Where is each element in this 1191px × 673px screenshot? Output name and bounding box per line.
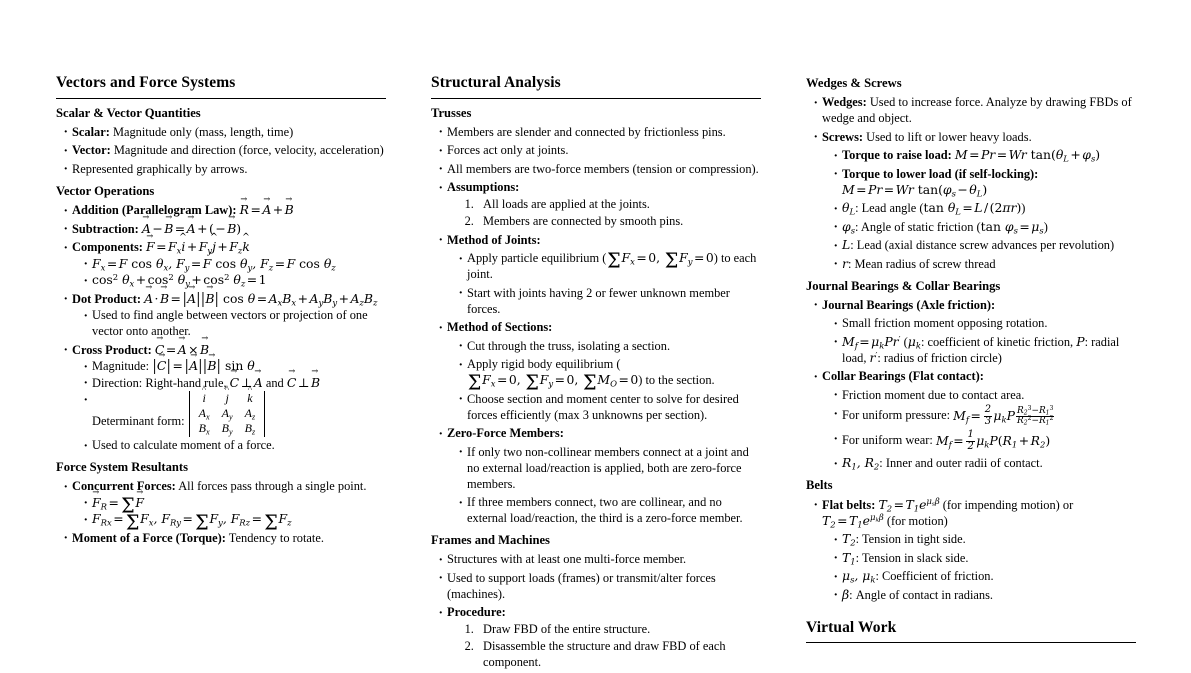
list-item-determinant-note: · Used to calculate moment of a force. [83, 437, 386, 453]
symbol-r: r [842, 255, 848, 271]
label-concurrent-forces: Concurrent Forces: [72, 479, 176, 494]
heading-journal-collar-bearings: Journal Bearings & Collar Bearings [806, 278, 1001, 293]
list-item-assumption-1: 1. All loads are applied at the joints. [477, 196, 761, 212]
list-item-direction-cosines-components [83, 256, 386, 272]
list-force-system-resultants [63, 478, 386, 546]
list-item-frames-multi-force: · Structures with at least one multi-force member. [438, 551, 761, 567]
symbol-P: P [1076, 333, 1085, 349]
list-item-cross-direction [83, 375, 386, 391]
list-item-radii [833, 455, 1136, 471]
label-method-of-sections: Method of Sections: [447, 320, 553, 335]
list-item-procedure-1: 1. Draw FBD of the entire structure. [477, 621, 761, 637]
text-wedges: Used to increase force. Analyze by drawing FBDs of wedge and object. [822, 95, 1132, 126]
symbol-theta-lead: $\theta_L$ [842, 200, 856, 217]
list-belts [813, 497, 1136, 603]
list-scalar-vector [63, 124, 386, 177]
list-item-moment-of-force [63, 530, 386, 546]
list-journal-details [833, 315, 1136, 366]
list-item-frames-purpose: · Used to support loads (frames) or transmit/alter forces (machines). [438, 570, 761, 602]
text-sections-apply-pre: Apply rigid body equilibrium ( [467, 357, 621, 372]
list-vector-operations [63, 202, 386, 453]
text-static-angle-close: ) [1043, 219, 1048, 234]
heading-force-system-resultants: Force System Resultants [56, 460, 188, 475]
text-journal-note-open: ( [903, 334, 908, 349]
label-components: Components: [72, 240, 143, 255]
formula-uniform-wear: $M_f=$ $\frac{1}{2}$ $\mu_kP(R_1+R_2)$ [935, 429, 1051, 453]
list-item-static-friction-angle [833, 219, 1136, 235]
text-direction-and: and [265, 375, 284, 390]
list-item-sections-cut: · Cut through the truss, isolating a section. [458, 338, 761, 354]
label-moment-of-force: Moment of a Force (Torque): [72, 530, 226, 545]
text-journal-note-1: : coefficient of kinetic friction, [920, 334, 1077, 349]
list-item-procedure-2: 2. Disassemble the structure and draw FBD of each component. [477, 638, 761, 670]
label-magnitude: Magnitude: [92, 359, 150, 374]
text-screws: Used to lift or lower heavy loads. [863, 129, 1032, 144]
label-screws: Screws: [822, 129, 864, 144]
list-item-torque-lower [833, 166, 1136, 198]
list-item-sections-apply-equilibrium [458, 356, 761, 396]
page-title-virtual-work: Virtual Work [806, 619, 1136, 644]
list-cross-product-details [83, 358, 386, 453]
label-method-of-joints: Method of Joints: [447, 232, 541, 247]
text-radius-r: : Mean radius of screw thread [847, 256, 996, 271]
list-item-beta [833, 587, 1136, 603]
text-lead-angle: : Lead angle ( [855, 201, 924, 216]
list-item-joints-apply-equilibrium [458, 250, 761, 282]
heading-belts: Belts [806, 478, 833, 493]
label-journal-bearings: Journal Bearings (Axle friction): [822, 297, 996, 312]
column-friction-applications [806, 74, 1136, 647]
list-item-sections-choose: · Choose section and moment center to solve for desired forces efficiently (max 3 unknowns per section). [458, 391, 761, 423]
label-subtraction: Subtraction: [72, 221, 139, 236]
text-mu: : Coefficient of friction. [875, 569, 994, 584]
label-flat-belts: Flat belts: [822, 497, 876, 512]
label-wedges: Wedges: [822, 95, 867, 110]
label-determinant: Determinant form: [92, 414, 185, 429]
list-item-journal-small-moment: · Small friction moment opposing rotation. [833, 315, 1136, 331]
symbol-beta: β [842, 586, 850, 602]
formula-perp-b: C →⊥B → [287, 375, 320, 390]
text-concurrent-forces: All forces pass through a single point. [175, 479, 367, 494]
formula-uniform-pressure: $M_f=$ $\frac{2}{3}$ $\mu_kP$ $\frac{R_2^3-R_1^3}{R_2^2-R_1^2}$ [953, 404, 1054, 428]
formula-torque-lower: M=Pr=Wr $\tan(\varphi_s-\theta_L)$ [842, 181, 988, 199]
label-uniform-pressure: For uniform pressure: [842, 408, 951, 423]
formula-particle-equilibrium: $\Sigma F_x=0$, $\Sigma F_y=0$ [607, 248, 714, 274]
list-item-wedges [813, 94, 1136, 126]
formula-cross-product: C →=A →×B → [155, 342, 209, 357]
formula-torque-raise: M=Pr=Wr $\tan(\theta_L+\varphi_s)$ [954, 147, 1101, 164]
list-screw-formulas [833, 147, 1136, 272]
list-bearings [813, 297, 1136, 471]
formula-components: $F \to=F_xi$ $\^{}+F_yj$ $\^{}+F_zk$ ^ [146, 239, 250, 254]
page-title-structural-analysis: Structural Analysis [431, 74, 761, 99]
text-scalar: Magnitude only (mass, length, time) [109, 124, 294, 139]
list-item-screws [813, 129, 1136, 272]
formula-lead-angle: $\tan \theta_L=L/(2\pi r)$ [923, 200, 1022, 217]
list-item-zero-force-rule-1: · If only two non-collinear members connect at a joint and no external load/reaction is applied, both are zero-force members. [458, 444, 761, 492]
list-item-lead-angle [833, 200, 1136, 216]
list-item-mu [833, 568, 1136, 584]
matrix-row-a: $A_x$ $A_y$ $A_z$ [198, 406, 256, 422]
symbol-t1: $T_1$ [842, 549, 856, 566]
list-dot-product-note [83, 307, 386, 339]
text-t1: : Tension in slack side. [855, 550, 969, 565]
heading-vector-operations: Vector Operations [56, 183, 155, 198]
list-item-collar-bearings [813, 368, 1136, 471]
list-resultant-formulas [83, 493, 386, 535]
heading-frames-and-machines: Frames and Machines [431, 533, 550, 548]
list-item-truss-members-slender: · Members are slender and connected by frictionless pins. [438, 124, 761, 140]
symbol-mu-s-k: $\mu_s$, $\mu_k$ [842, 568, 876, 585]
matrix-row-b: $B_x$ $B_y$ $B_z$ [198, 421, 256, 437]
symbol-phi-static: $\varphi_s$ [842, 218, 856, 236]
label-direction: Direction: Right-hand rule, [92, 375, 227, 390]
list-zero-force-rules [458, 444, 761, 527]
text-beta: : Angle of contact in radians. [849, 587, 993, 602]
symbol-t2: $T_2$ [842, 531, 856, 548]
list-item-addition [63, 202, 386, 218]
label-assumptions: Assumptions: [447, 180, 520, 195]
list-belt-symbols [833, 531, 1136, 603]
column-vectors-and-force-systems [56, 74, 386, 548]
list-collar-details [833, 387, 1136, 471]
label-scalar: Scalar: [72, 124, 110, 139]
label-addition: Addition (Parallelogram Law): [72, 203, 237, 218]
list-item-t1 [833, 550, 1136, 566]
label-cross-product: Cross Product: [72, 342, 152, 357]
list-item-zero-force-members [438, 425, 761, 526]
text-lead-angle-close: ) [1021, 201, 1026, 216]
list-item-scalar [63, 124, 386, 140]
label-zero-force-members: Zero-Force Members: [447, 426, 564, 441]
list-item-vector [63, 142, 386, 158]
list-component-formulas [83, 256, 386, 289]
list-item-determinant [83, 391, 386, 436]
list-item-uniform-wear [833, 430, 1136, 452]
formula-fx-fy-fz: $F_x=F$ $\cos \theta_x$, $F_y=F$ $\cos \theta_y$, $F_z=F$ $\cos \theta_z$ [92, 255, 336, 272]
text-flat-impending: (for impending motion) or [939, 497, 1074, 512]
list-item-truss-assumptions [438, 179, 761, 229]
formula-resultant-vector: $F \to_R= \Sigma F$ → [92, 495, 144, 510]
list-wedges-and-screws [813, 94, 1136, 272]
heading-trusses: Trusses [431, 105, 472, 120]
three-column-layout [56, 74, 1136, 673]
heading-wedges-and-screws: Wedges & Screws [806, 76, 902, 90]
formula-addition: R →=A →+B → [240, 202, 294, 217]
symbol-radii: $R_1$, $R_2$ [842, 455, 880, 472]
list-item-method-of-sections [438, 319, 761, 423]
list-item-subtraction [63, 221, 386, 237]
list-item-uniform-pressure [833, 405, 1136, 427]
formula-resultant-components: $F_{Rx}= \Sigma F_x$, $F_{Ry}= \Sigma F_y$, $F_{Rz}= \Sigma F_z$ [92, 509, 292, 535]
text-journal-note-3: : radius of friction circle) [877, 350, 1002, 365]
text-lead-L: : Lead (axial distance screw advances per revolution) [850, 238, 1115, 253]
list-item-joints-start: · Start with joints having 2 or fewer unknown member forces. [458, 285, 761, 317]
formula-flat-belt-impending: $T_2=T_1e^{\mu_s\beta}$ [878, 496, 940, 513]
label-dot-product: Dot Product: [72, 291, 141, 306]
text-static-angle: : Angle of static friction ( [855, 219, 981, 234]
list-item-t2 [833, 531, 1136, 547]
list-method-of-joints-steps [458, 250, 761, 317]
heading-scalar-vector-quantities: Scalar & Vector Quantities [56, 105, 201, 120]
list-item-method-of-joints [438, 232, 761, 317]
formula-static-angle: $\tan \varphi_s=\mu_s$ [980, 218, 1044, 236]
list-item-resultant-vector [83, 493, 386, 519]
list-item-frames-procedure [438, 604, 761, 670]
formula-cos-identity: $\cos^2 \theta_x+\cos^2$ $\theta_y+\cos^2$ $\theta_z=1$ [92, 272, 267, 289]
list-item-assumption-2: 2. Members are connected by smooth pins. [477, 213, 761, 229]
list-item-components [63, 239, 386, 288]
list-item-resultant-components [83, 509, 386, 535]
text-flat-motion: (for motion) [883, 513, 948, 528]
formula-subtraction: A →−B →=A →+(−B →) [142, 221, 241, 236]
list-procedure-steps [447, 621, 761, 670]
list-item-journal-formula [833, 334, 1136, 366]
list-item-graphical: · Represented graphically by arrows. [63, 161, 386, 177]
text-vector: Magnitude and direction (force, velocity, acceleration) [110, 143, 384, 158]
symbol-mu-k: $\mu_k$ [907, 333, 921, 351]
text-journal-note-2: : radial load, [842, 334, 1120, 365]
list-item-journal-bearings [813, 297, 1136, 366]
matrix-determinant [189, 391, 265, 436]
text-radii: : Inner and outer radii of contact. [879, 456, 1043, 471]
list-item-truss-two-force-members: · All members are two-force members (tension or compression). [438, 161, 761, 177]
list-item-flat-belts [813, 497, 1136, 603]
page-title-vectors: Vectors and Force Systems [56, 74, 386, 99]
list-method-of-sections-steps [458, 338, 761, 423]
symbol-L: L [842, 237, 851, 253]
matrix-row-unit-vectors: i ^ j ^ k ^ [193, 391, 261, 406]
list-item-dot-note: · Used to find angle between vectors or projection of one vector onto another. [83, 307, 386, 339]
list-item-concurrent-forces [63, 478, 386, 535]
text-joints-apply-pre: Apply particle equilibrium ( [467, 251, 607, 266]
list-item-radius-r [833, 256, 1136, 272]
column-structural-analysis [431, 74, 761, 673]
formula-perp-a: C →⊥A → [230, 375, 263, 390]
list-frames-and-machines [438, 551, 761, 670]
text-joints-apply-post: ) to each joint. [467, 251, 757, 282]
list-assumptions [447, 196, 761, 229]
label-vector: Vector: [72, 143, 111, 158]
list-item-collar-friction: · Friction moment due to contact area. [833, 387, 1136, 403]
label-uniform-wear: For uniform wear: [842, 433, 933, 448]
list-trusses [438, 124, 761, 526]
list-item-direction-cosine-identity [83, 272, 386, 288]
list-item-zero-force-rule-2: · If three members connect, two are collinear, and no external load/reaction, the third is a zero-force member. [458, 494, 761, 526]
text-sections-apply-post: ) to the section. [638, 373, 715, 388]
formula-journal-friction-moment: $M_f=\mu_kPr'$ [842, 333, 901, 351]
formula-cross-magnitude: |C →| = |A →||B →| sin θ [152, 358, 255, 373]
list-item-truss-forces-at-joints: · Forces act only at joints. [438, 142, 761, 158]
list-item-cross-product [63, 342, 386, 453]
symbol-r-prime: r′ [869, 349, 878, 365]
list-item-lead-L [833, 237, 1136, 253]
label-torque-lower: Torque to lower load (if self-locking): [842, 166, 1039, 181]
label-collar-bearings: Collar Bearings (Flat contact): [822, 369, 984, 384]
formula-rigid-body-equilibrium: $\Sigma F_x=0$, $\Sigma F_y=0$, $\Sigma M_O=0$ [467, 370, 639, 396]
label-procedure: Procedure: [447, 605, 506, 620]
text-moment-of-force: Tendency to rotate. [225, 530, 324, 545]
list-item-torque-raise [833, 147, 1136, 163]
formula-dot-product: A →·B →= |A →||B →| $\cos \theta=A_xB_x+A_yB_y+A_zB_z$ [144, 291, 377, 306]
formula-flat-belt-motion: $T_2=T_1e^{\mu_k\beta}$ [822, 512, 884, 529]
list-item-dot-product [63, 291, 386, 340]
text-t2: : Tension in tight side. [855, 532, 966, 547]
label-torque-raise: Torque to raise load: [842, 148, 952, 163]
